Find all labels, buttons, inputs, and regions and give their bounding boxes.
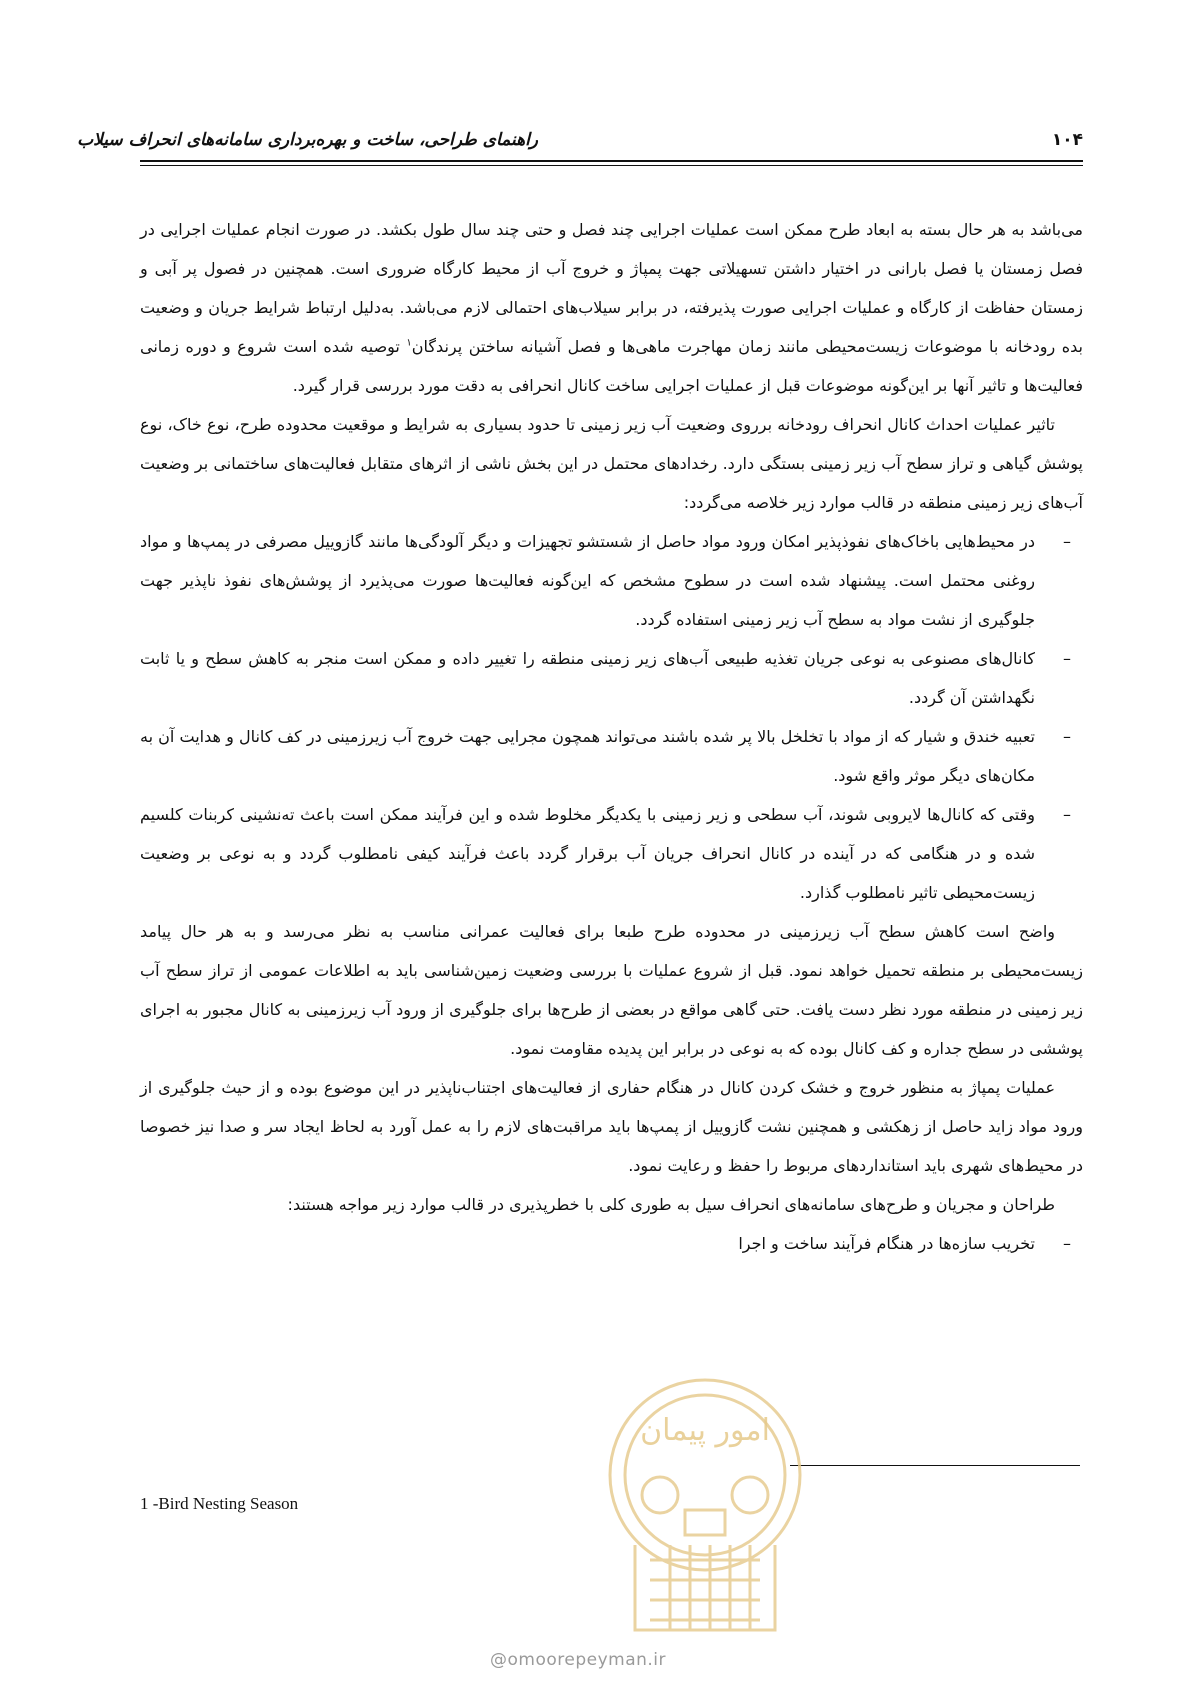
paragraph-5: طراحان و مجریان و طرح‌های سامانه‌های انحراف سیل به طوری کلی با خطرپذیری در قالب موارد زیر مواجه هستند: (287, 1195, 1055, 1214)
header-rule-thin (140, 165, 1083, 166)
list-item: – تعبیه خندق و شیار که از مواد با تخلخل بالا پر شده باشند می‌تواند همچون مجرایی جهت خروج آب زیرزمینی در کف کانال و هدایت آن به مکان‌های دیگر موثر واقع شود. (140, 717, 1083, 795)
footnote-reference: ۱ (406, 337, 412, 349)
paragraph-4: عملیات پمپاژ به منظور خروج و خشک کردن کانال در هنگام حفاری از فعالیت‌های اجتناب‌ناپذیر در این موضوع بوده و از حیث جلوگیری از ورود مواد زاید حاصل از زهکشی و همچنین نشت گازوییل از پمپ‌ها باید مراقبت‌های لازم را به عمل آورد به لحاظ ایجاد سر و صدا نیز خصوصا در محیط‌های شهری باید استانداردهای مربوط را حفظ و رعایت نمود. (140, 1078, 1083, 1175)
running-title: راهنمای طراحی، ساخت و بهره‌برداری سامانه‌های انحراف سیلاب (77, 130, 538, 150)
list-item: – تخریب سازه‌ها در هنگام فرآیند ساخت و اجرا (140, 1224, 1083, 1263)
list-item: – کانال‌های مصنوعی به نوعی جریان تغذیه طبیعی آب‌های زیر زمینی منطقه را تغییر داده و ممکن است منجر به کاهش سطح و یا ثابت نگهداشتن آن گردد. (140, 639, 1083, 717)
bullet-list-risks (140, 1224, 1083, 1263)
paragraph-1: می‌باشد به هر حال بسته به ابعاد طرح ممکن است عملیات اجرایی چند فصل و حتی چند سال طول بکشد. در صورت انجام عملیات اجرایی در فصل زمستان یا فصل بارانی در اختیار داشتن تسهیلاتی جهت پمپاژ و خروج آب از محیط کارگاه ضروری است. همچنین در فصول پر آبی و زمستان حفاظت از کارگاه و عملیات اجرایی صورت پذیرفته، در برابر سیلاب‌های احتمالی لازم می‌باشد. به‌دلیل ارتباط شرایط جریان و وضعیت بده رودخانه با موضوعات زیست‌محیطی مانند زمان مهاجرت ماهی‌ها و فصل آشیانه ساختن پرندگان$^۱$ توصیه شده است شروع و دوره زمانی فعالیت‌ها و تاثیر آنها بر این‌گونه موضوعات قبل از عملیات اجرایی ساخت کانال انحرافی به دقت مورد بررسی قرار گیرد. (140, 220, 1084, 395)
bullet-list-groundwater (140, 522, 1083, 912)
bullet-dash: – (1063, 727, 1071, 746)
paragraph-3: واضح است کاهش سطح آب زیرزمینی در محدوده طرح طبعا برای فعالیت عمرانی مناسب به نظر می‌رسد و به هر حال پیامد زیست‌محیطی بر منطقه تحمیل خواهد نمود. قبل از شروع عملیات با بررسی وضعیت زمین‌شناسی باید به اطلاعات عمومی از تراز سطح آب زیر زمینی در منطقه مورد نظر دست یافت. حتی گاهی مواقع در بعضی از طرح‌ها برای جلوگیری از ورود آب زیرزمینی به کانال مجبور به اجرای پوششی در سطح جداره و کف کانال بوده که به نوعی در برابر این پدیده مقاومت نمود. (140, 922, 1083, 1058)
bullet-dash: – (1063, 649, 1071, 668)
bullet-dash: – (1063, 805, 1071, 824)
footnote-separator (790, 1465, 1080, 1466)
bullet-dash: – (1063, 1234, 1071, 1253)
list-item: – وقتی که کانال‌ها لایروبی شوند، آب سطحی و زیر زمینی با یکدیگر مخلوط شده و این فرآیند ممکن است باعث ته‌نشینی کربنات کلسیم شده و در هنگامی که در آینده در کانال انحراف جریان آب برقرار گردد باعث فرآیند کیفی نامطلوب گردد و به نوعی بر وضعیت زیست‌محیطی تاثیر نامطلوب گذارد. (140, 795, 1083, 912)
bullet-dash: – (1063, 532, 1071, 551)
paragraph-2: تاثیر عملیات احداث کانال انحراف رودخانه برروی وضعیت آب زیر زمینی تا حدود بسیاری به شرایط و موقعیت محدوده طرح، نوع خاک، نوع پوشش گیاهی و تراز سطح آب زیر زمینی بستگی دارد. رخدادهای محتمل در این بخش ناشی از اثرهای متقابل فعالیت‌های ساختمانی بر وضعیت آب‌های زیر زمینی منطقه در قالب موارد زیر خلاصه می‌گردد: (140, 415, 1083, 512)
list-item: – در محیط‌هایی باخاک‌های نفوذپذیر امکان ورود مواد حاصل از شستشو تجهیزات و دیگر آلودگی‌ها مانند گازوییل مصرفی در پمپ‌ها و مواد روغنی محتمل است. پیشنهاد شده است در سطوح مشخص که این‌گونه فعالیت‌ها صورت می‌پذیرد از پوشش‌های نفوذ ناپذیر جهت جلوگیری از نشت مواد به سطح آب زیر زمینی استفاده گردد. (140, 522, 1083, 639)
watermark-brand-text: امور پیمان (640, 1413, 770, 1448)
page-number: ۱۰۴ (1051, 130, 1083, 150)
watermark-url: @omoorepeyman.ir (490, 1650, 667, 1670)
footnote: 1 -Bird Nesting Season (140, 1494, 299, 1513)
document-body (140, 210, 1083, 1263)
watermark-seal-icon (590, 1370, 820, 1650)
page-header (77, 128, 1083, 158)
header-rule-thick (140, 160, 1083, 162)
